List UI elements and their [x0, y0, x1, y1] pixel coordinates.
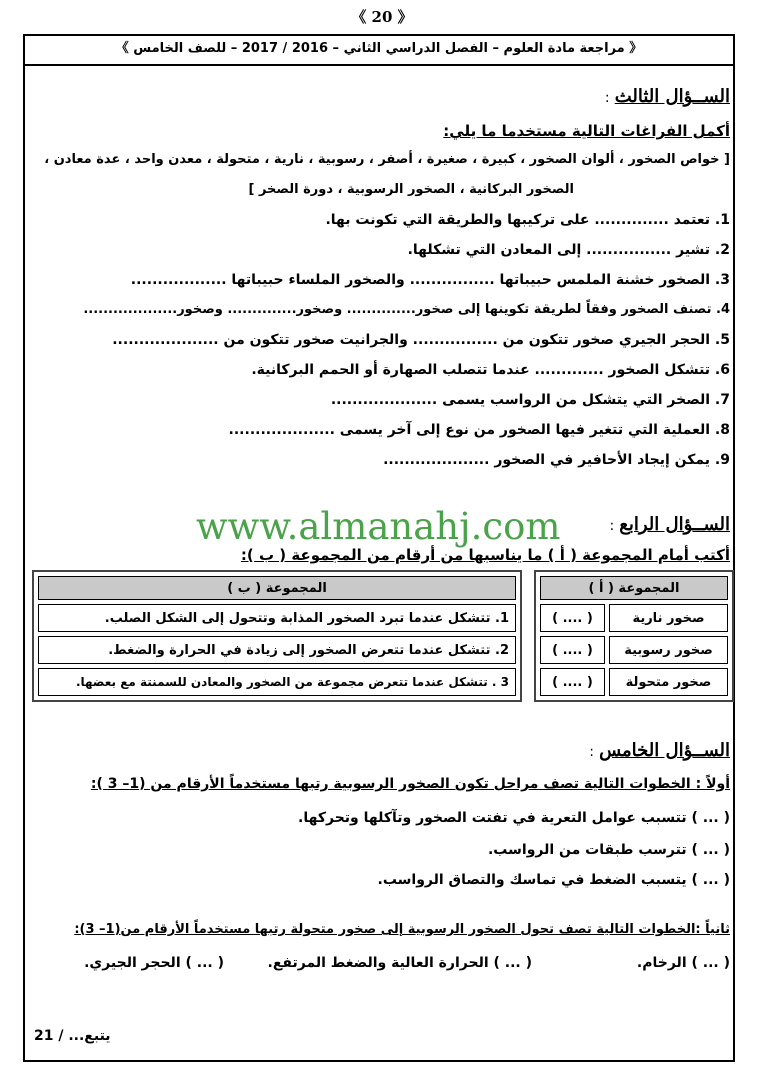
q3-title: الســؤال الثالث — [614, 86, 730, 107]
q3-heading — [605, 86, 730, 107]
group-a-header: المجموعة ( أ ) — [540, 576, 728, 600]
q3-item-3: 3. الصخور خشنة الملمس حبيباتها ................ والصخور الملساء حبيباتها .................. — [130, 272, 730, 288]
q3-item-5: 5. الحجر الجيري صخور تتكون من ................ والجرانيت صخور تتكون من .................... — [112, 332, 730, 348]
table-row — [540, 604, 728, 632]
table-row — [38, 636, 516, 664]
q5-part1-item-3: ( ... ) يتسبب الضغط في تماسك والتصاق الرواسب. — [377, 872, 730, 888]
group-b-item: 2. تتشكل عندما تتعرض الصخور إلى زيادة في الحرارة والضغط. — [38, 636, 516, 664]
footer-continue: يتبع... / 21 — [34, 1028, 111, 1044]
q5-colon: : — [589, 744, 594, 760]
q3-instruction: أكمل الفراغات التالية مستخدما ما يلي: — [443, 122, 730, 140]
q5-title: الســؤال الخامس — [599, 740, 730, 761]
q5-part2-item-3: ( ... ) الحجر الجيري. — [84, 955, 224, 971]
group-a-table — [534, 570, 734, 702]
group-b-table — [32, 570, 522, 702]
q5-heading — [589, 740, 730, 761]
q3-word-bank-line2: الصخور البركانية ، الصخور الرسوبية ، دورة الصخر ] — [248, 182, 574, 197]
q3-item-6: 6. تتشكل الصخور ............. عندما تتصلب الصهارة أو الحمم البركانية. — [251, 362, 730, 378]
page-number: 《 20 》 — [351, 8, 413, 26]
group-b-item: 1. تتشكل عندما تبرد الصخور المذابة وتتحول إلى الشكل الصلب. — [38, 604, 516, 632]
q3-item-7: 7. الصخر التي يتشكل من الرواسب يسمى .................... — [330, 392, 730, 408]
q5-part1-instruction: أولاً : الخطوات التالية تصف مراحل تكون الصخور الرسوبية رتبها مستخدماً الأرقام من (1– 3 ): — [90, 776, 730, 792]
page-header: 《 مراجعة مادة العلوم – الفصل الدراسي الثاني – 2016 / 2017 – للصف الخامس 》 — [23, 38, 735, 66]
q5-part2-item-2: ( ... ) الحرارة العالية والضغط المرتفع. — [267, 955, 532, 971]
q4-heading — [609, 514, 730, 535]
group-a-name: صخور رسوبية — [609, 636, 728, 664]
q5-part1-item-1: ( ... ) تتسبب عوامل التعرية في تفتت الصخور وتآكلها وتحركها. — [298, 810, 730, 826]
q4-colon: : — [609, 518, 615, 534]
q3-item-4: 4. تصنف الصخور وفقاً لطريقة تكوينها إلى صخور.............. وصخور.............. وصخور................... — [83, 302, 730, 317]
group-a-blank[interactable]: ( .... ) — [540, 668, 605, 696]
q5-part2-instruction: ثانياً :الخطوات التالية تصف تحول الصخور الرسوبية إلى صخور متحولة رتبها مستخدماً الأرقام من(1– 3): — [74, 922, 730, 937]
group-b-item: 3 . تتشكل عندما تتعرض مجموعة من الصخور والمعادن للسمنتة مع بعضها. — [38, 668, 516, 696]
q3-item-9: 9. يمكن إيجاد الأحافير في الصخور .................... — [383, 452, 730, 468]
q3-item-2: 2. تشير ................ إلى المعادن التي تشكلها. — [407, 242, 730, 258]
table-row — [38, 604, 516, 632]
q5-part1-item-2: ( ... ) تترسب طبقات من الرواسب. — [487, 842, 730, 858]
watermark-text: www.almanahj.com — [196, 505, 561, 548]
group-a-blank[interactable]: ( .... ) — [540, 604, 605, 632]
q5-part2-item-1: ( ... ) الرخام. — [636, 955, 730, 971]
q4-title: الســؤال الرابع — [619, 514, 730, 535]
q3-item-1: 1. تعتمد .............. على تركيبها والطريقة التي تكونت بها. — [325, 212, 730, 228]
q3-colon: : — [604, 90, 610, 106]
table-row — [540, 636, 728, 664]
q3-item-8: 8. العملية التي تتغير فيها الصخور من نوع إلى آخر يسمى .................... — [228, 422, 730, 438]
group-b-header: المجموعة ( ب ) — [38, 576, 516, 600]
group-a-name: صخور نارية — [609, 604, 728, 632]
table-row — [540, 668, 728, 696]
group-a-blank[interactable]: ( .... ) — [540, 636, 605, 664]
q3-word-bank-line1: [ خواص الصخور ، ألوان الصخور ، كبيرة ، صغيرة ، أصفر ، رسوبية ، نارية ، متحولة ، معدن واحد ، عدة معادن ، — [44, 152, 730, 167]
group-a-name: صخور متحولة — [609, 668, 728, 696]
q4-instruction: أكتب أمام المجموعة ( أ ) ما يناسبها من أرقام من المجموعة ( ب ): — [240, 546, 730, 564]
table-row — [38, 668, 516, 696]
